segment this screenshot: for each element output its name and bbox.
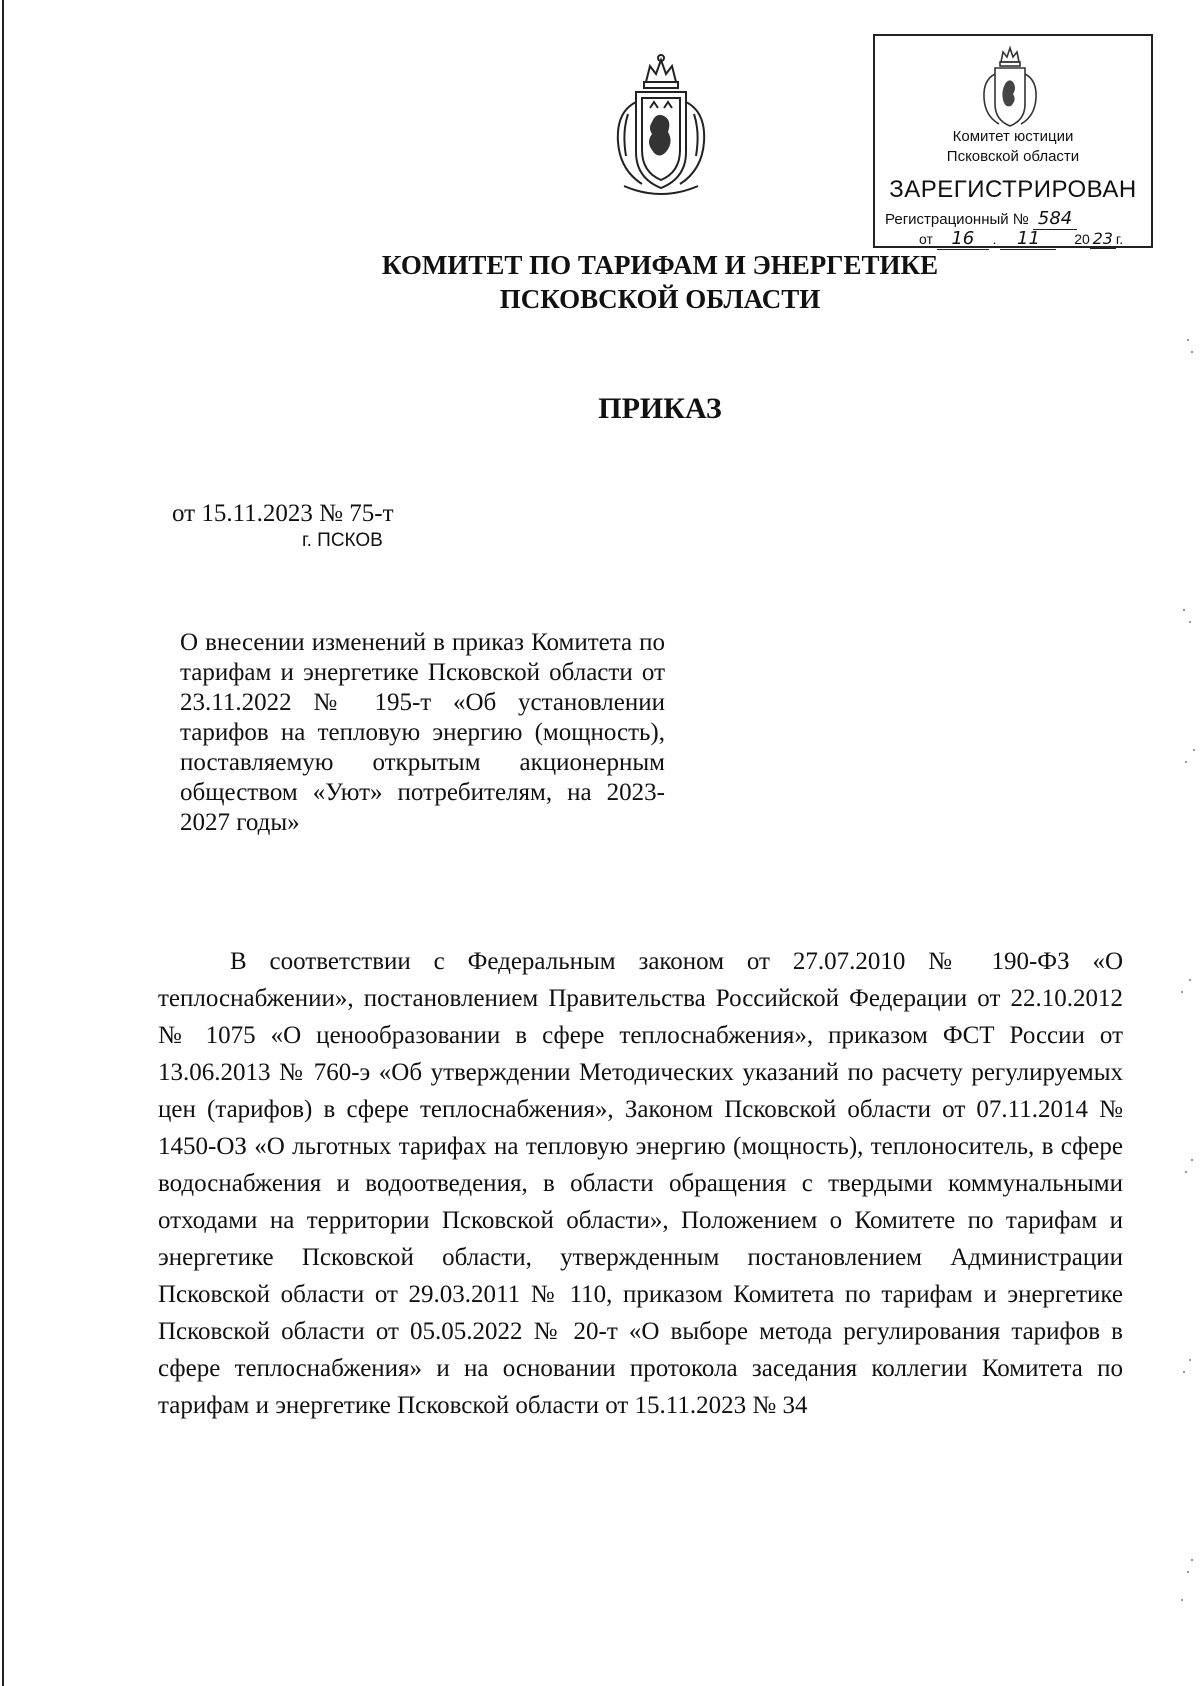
organization-title-line1: КОМИТЕТ ПО ТАРИФАМ И ЭНЕРГЕТИКЕ: [381, 250, 939, 280]
stamp-date-year-value: 23: [1090, 229, 1116, 249]
stamp-date-month: 11: [1000, 228, 1056, 250]
stamp-reg-number-value: 584: [1033, 208, 1077, 230]
order-preamble: В соответствии с Федеральным законом от 27.07.2010 № 190-ФЗ «О теплоснабжении», постановлением Правительства Российской Федерации от 22.10.2012 № 1075 «О ценообразовании в сфере теплоснабжения», приказом ФСТ России от 13.06.2013 № 760-э «Об утверждении Методических указаний по расчету регулируемых цен (тарифов) в сфере теплоснабжения», Законом Псковской области от 07.11.2014 № 1450-ОЗ «О льготных тарифах на тепловую энергию (мощность), теплоноситель, в сфере водоснабжения и водоотведения, в области обращения с твердыми коммунальными отходами на территории Псковской области», Положением о Комитете по тарифам и энергетике Псковской области, утвержденным постановлением Администрации Псковской области от 29.03.2011 № 110, приказом Комитета по тарифам и энергетике Псковской области от 05.05.2022 № 20-т «О выборе метода регулирования тарифов в сфере теплоснабжения» и на основании протокола заседания коллегии Комитета по тарифам и энергетике Псковской области от 15.11.2023 № 34: [158, 948, 1123, 1419]
organization-title-line2: ПСКОВСКОЙ ОБЛАСТИ: [499, 284, 821, 314]
stamp-emblem-icon: [975, 44, 1045, 132]
organization-title: [300, 248, 1020, 316]
stamp-org-line2: Псковской области: [946, 148, 1080, 165]
document-type-heading: ПРИКАЗ: [598, 392, 722, 425]
stamp-org-line1: Комитет юстиции: [952, 128, 1074, 145]
stamp-reg-number-label: Регистрационный №: [885, 211, 1029, 228]
stamp-reg-number-row: [885, 208, 1077, 230]
order-subject: О внесении изменений в приказ Комитета по тарифам и энергетике Псковской области от 23.11.2022 № 195-т «Об установлении тарифов на тепловую энергию (мощность), поставляемую открытым акционерным обществом «Уют» потребителям, на 2023-2027 годы»: [180, 629, 665, 836]
stamp-date-prefix: от: [919, 231, 933, 247]
stamp-registered-label: ЗАРЕГИСТРИРОВАН: [889, 176, 1137, 203]
scan-noise-decoration: [1170, 0, 1200, 1686]
stamp-date-year-suffix: г.: [1115, 231, 1124, 247]
order-city: г. ПСКОВ: [302, 530, 383, 551]
stamp-date-day: 16: [937, 228, 989, 250]
scan-edge-line: [2, 0, 4, 1686]
order-date-number: от 15.11.2023 № 75-т: [172, 500, 394, 527]
registration-stamp: [873, 34, 1153, 248]
stamp-date-row: от 16 . 11 20 23 г.: [919, 228, 1124, 249]
stamp-date-year-prefix: 20: [1074, 231, 1090, 247]
coat-of-arms-emblem: [602, 52, 720, 202]
